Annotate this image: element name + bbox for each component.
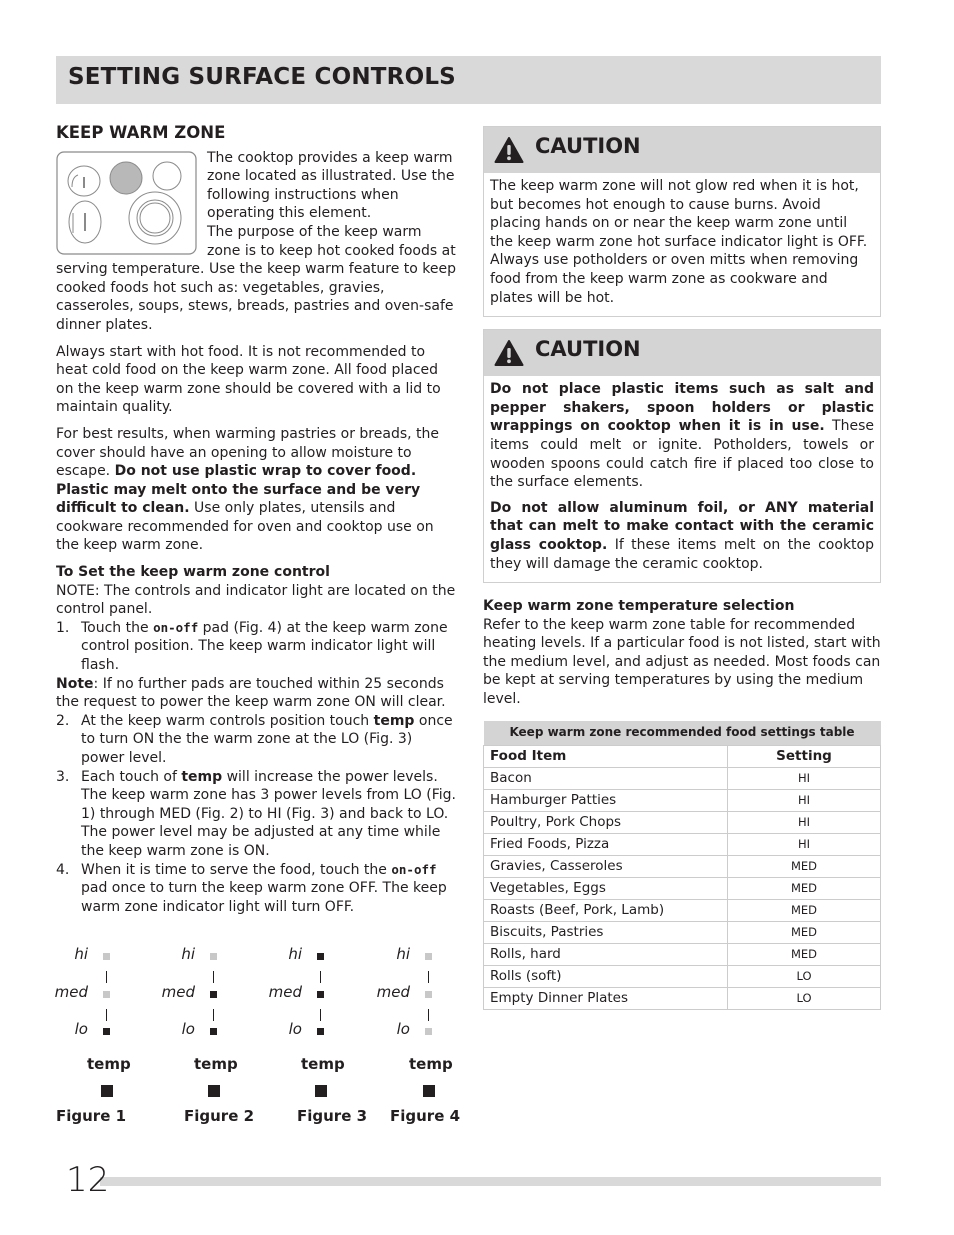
setting-cell: MED [728, 921, 881, 943]
step-4 [56, 861, 456, 917]
level-label-hi: hi [181, 945, 195, 963]
temp-label: temp [301, 1055, 345, 1073]
indicator-light [425, 991, 432, 998]
indicator-light [425, 1028, 432, 1035]
food-item-cell: Bacon [484, 767, 728, 789]
level-connector [428, 1009, 429, 1021]
temp-selection-heading: Keep warm zone temperature selection [483, 598, 795, 615]
temp-pad-button [315, 1085, 327, 1097]
food-item-cell: Biscuits, Pastries [484, 921, 728, 943]
table-row [484, 965, 881, 987]
temp-pad-button [101, 1085, 113, 1097]
food-item-cell: Gravies, Casseroles [484, 855, 728, 877]
power-level-figures [56, 945, 466, 1125]
level-label-lo: lo [74, 1020, 88, 1038]
temp-pad-label: temp [181, 768, 223, 785]
temp-label: temp [409, 1055, 453, 1073]
caution-bold-text: Do not allow aluminum foil, or ANY material that can melt to make contact with the ceramic glass cooktop. [490, 499, 874, 553]
caution-header [484, 127, 880, 173]
table-row [484, 833, 881, 855]
temp-label: temp [87, 1055, 131, 1073]
level-connector [320, 1009, 321, 1021]
step-text: pad once to turn the keep warm zone OFF. The keep warm zone indicator light will turn OFF. [81, 880, 447, 915]
setting-cell: MED [728, 943, 881, 965]
level-label-lo: lo [396, 1020, 410, 1038]
indicator-light [210, 1028, 217, 1035]
set-steps-list-continued [56, 712, 456, 917]
caution-text: These items could melt or ignite. Potholders, towels or wooden spoons could catch fire if placed too close to the surface elements. [490, 418, 874, 491]
table-row [484, 789, 881, 811]
caution-title: CAUTION [535, 337, 641, 362]
indicator-light [425, 953, 432, 960]
step-text: Touch the [81, 619, 149, 636]
col-setting-header: Setting [728, 745, 881, 767]
step-text: Each touch of [81, 768, 177, 785]
step-1 [56, 619, 456, 675]
level-connector [213, 1009, 214, 1021]
setting-cell: LO [728, 987, 881, 1009]
on-off-pad-label: on-off [153, 619, 199, 635]
page-number: 12 [66, 1160, 110, 1200]
food-item-cell: Empty Dinner Plates [484, 987, 728, 1009]
setting-cell: HI [728, 767, 881, 789]
level-label-lo: lo [288, 1020, 302, 1038]
level-label-med: med [376, 983, 410, 1001]
setting-cell: MED [728, 855, 881, 877]
intro-paragraph-1: The cooktop provides a keep warm zone located as illustrated. Use the following instructions when operating this element. [207, 149, 455, 222]
note-text: : If no further pads are touched within 25 seconds the request to power the keep warm zone ON will clear. [56, 675, 446, 711]
figure-caption: Figure 1 [56, 1107, 127, 1125]
caution-box-plastic [483, 329, 881, 583]
level-connector [213, 971, 214, 983]
table-row [484, 767, 881, 789]
food-item-cell: Fried Foods, Pizza [484, 833, 728, 855]
table-row [484, 811, 881, 833]
food-item-cell: Rolls, hard [484, 943, 728, 965]
level-connector [106, 971, 107, 983]
temp-pad-button [208, 1085, 220, 1097]
keep-warm-heading: KEEP WARM ZONE [56, 123, 226, 142]
step-number: 2. [56, 712, 70, 729]
food-item-cell: Poultry, Pork Chops [484, 811, 728, 833]
food-item-cell: Roasts (Beef, Pork, Lamb) [484, 899, 728, 921]
table-row [484, 987, 881, 1009]
caution-bold-text: Do not place plastic items such as salt and pepper shakers, spoon holders or plastic wrappings on cooktop when it is in use. [490, 381, 874, 435]
step-text: once to turn ON the the warm zone at the LO (Fig. 3) power level. [81, 712, 453, 766]
table-row [484, 899, 881, 921]
timeout-note [56, 675, 456, 712]
left-column [56, 124, 456, 916]
level-label-hi: hi [288, 945, 302, 963]
step-number: 3. [56, 768, 70, 785]
intro-paragraph-2: The purpose of the keep warm zone is to keep hot cooked foods at serving temperature. Use the keep warm feature to keep cooked foods hot such as: vegetables, gravies, casseroles, soups, stews, breads, pastries and oven-safe dinner plates. [56, 223, 456, 333]
cooktop-diagram-icon [56, 151, 197, 255]
table-row [484, 943, 881, 965]
pastries-text-a: For best results, when warming pastries or breads, the cover should have an opening to allow moisture to escape. [56, 425, 440, 480]
step-number: 4. [56, 861, 70, 878]
level-connector [320, 971, 321, 983]
caution-text: If these items melt on the cooktop they will damage the ceramic cooktop. [490, 536, 874, 572]
page-title: SETTING SURFACE CONTROLS [68, 64, 456, 90]
setting-cell: HI [728, 833, 881, 855]
indicator-light [210, 991, 217, 998]
step-3 [56, 768, 456, 861]
level-connector [106, 1009, 107, 1021]
level-label-lo: lo [181, 1020, 195, 1038]
step-2 [56, 712, 456, 768]
note-label: Note [56, 675, 94, 692]
pastries-paragraph [56, 425, 456, 555]
temp-label: temp [194, 1055, 238, 1073]
food-settings-table [483, 721, 881, 1010]
level-connector [428, 971, 429, 983]
warning-triangle-icon [494, 136, 524, 170]
caution-text: The keep warm zone will not glow red when it is hot, but becomes hot enough to cause burns. Avoid placing hands on or near the keep warm zone until the keep warm zone hot surface indicator light is OFF. Always use potholders or oven mitts when removing food from the keep warm zone as cookware and plates will be hot. [490, 178, 868, 306]
level-label-med: med [161, 983, 195, 1001]
level-label-med: med [268, 983, 302, 1001]
table-caption: Keep warm zone recommended food settings table [484, 721, 881, 746]
set-control-heading: To Set the keep warm zone control [56, 564, 330, 581]
step-text: will increase the power levels. The keep warm zone has 3 power levels from LO (Fig. 1) through MED (Fig. 2) to HI (Fig. 3) and back to LO. The power level may be adjusted at any time while the keep warm zone is ON. [81, 768, 456, 859]
col-food-header: Food Item [484, 745, 728, 767]
figure-caption: Figure 4 [390, 1107, 461, 1125]
caution-header [484, 330, 880, 376]
setting-cell: MED [728, 899, 881, 921]
figure-caption: Figure 2 [184, 1107, 255, 1125]
step-text: pad (Fig. 4) at the keep warm zone control position. The keep warm indicator light will flash. [81, 619, 448, 674]
indicator-light [103, 991, 110, 998]
pastries-text-b: Use only plates, utensils and cookware recommended for oven and cooktop use on the keep warm zone. [56, 500, 434, 554]
table-row [484, 855, 881, 877]
indicator-light [210, 953, 217, 960]
step-text: When it is time to serve the food, touch the [81, 861, 387, 878]
setting-cell: HI [728, 811, 881, 833]
level-label-hi: hi [396, 945, 410, 963]
set-steps-list [56, 619, 456, 675]
step-text: At the keep warm controls position touch [81, 712, 370, 729]
figure-3 [270, 945, 370, 1125]
control-panel-note: NOTE: The controls and indicator light are located on the control panel. [56, 582, 456, 618]
figure-4 [378, 945, 478, 1125]
setting-cell: HI [728, 789, 881, 811]
food-item-cell: Rolls (soft) [484, 965, 728, 987]
table-row [484, 877, 881, 899]
level-label-hi: hi [74, 945, 88, 963]
right-column [483, 126, 881, 1010]
caution-plastic-paragraph [490, 380, 874, 492]
indicator-light [103, 953, 110, 960]
food-item-cell: Hamburger Patties [484, 789, 728, 811]
table-row [484, 921, 881, 943]
temp-pad-label: temp [373, 712, 415, 729]
figure-caption: Figure 3 [297, 1107, 368, 1125]
caution-box-hot [483, 126, 881, 317]
hot-food-paragraph: Always start with hot food. It is not recommended to heat cold food on the keep warm zone. All food placed on the keep warm zone should be covered with a lid to maintain quality. [56, 343, 441, 416]
warning-triangle-icon [494, 339, 524, 373]
caution-foil-paragraph [490, 499, 874, 573]
on-off-pad-label: on-off [391, 861, 437, 877]
food-item-cell: Vegetables, Eggs [484, 877, 728, 899]
setting-cell: LO [728, 965, 881, 987]
plastic-wrap-warning: Do not use plastic wrap to cover food. Plastic may melt onto the surface and be very difficult to clean. [56, 463, 421, 517]
figure-2 [163, 945, 263, 1125]
level-label-med: med [54, 983, 88, 1001]
page-header-bar [56, 56, 881, 104]
temp-selection-text: Refer to the keep warm zone table for recommended heating levels. If a particular food is not listed, start with the medium level, and adjust as needed. Most foods can be kept at serving temperatures by using the medium level. [483, 616, 881, 708]
footer-bar [100, 1177, 881, 1186]
indicator-light [317, 1028, 324, 1035]
figure-1 [56, 945, 156, 1125]
caution-body [484, 376, 880, 582]
table-header-row [484, 745, 881, 767]
setting-cell: MED [728, 877, 881, 899]
indicator-light [317, 953, 324, 960]
temp-pad-button [423, 1085, 435, 1097]
caution-title: CAUTION [535, 134, 641, 158]
step-number: 1. [56, 619, 70, 636]
indicator-light [103, 1028, 110, 1035]
indicator-light [317, 991, 324, 998]
caution-body [484, 173, 880, 316]
